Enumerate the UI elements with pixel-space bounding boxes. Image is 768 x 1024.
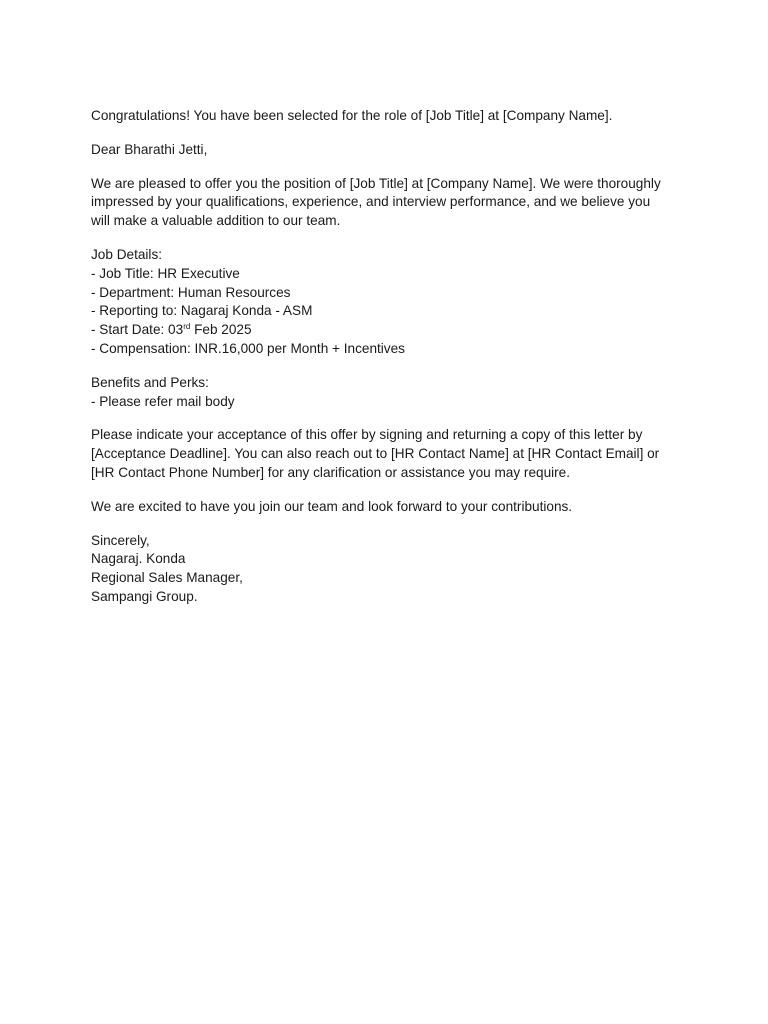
department-item: - Department: Human Resources	[91, 284, 291, 300]
closing-line: We are excited to have you join our team and look forward to your contributions.	[91, 498, 573, 514]
signoff: Sincerely,	[91, 532, 150, 548]
start-date-ordinal: rd	[183, 322, 191, 332]
letter-body	[91, 107, 691, 622]
opening-line-2: impressed by your qualifications, experience, and interview performance, and we believe you	[91, 194, 651, 210]
reporting-to-item: - Reporting to: Nagaraj Konda - ASM	[91, 303, 313, 319]
job-details-heading: Job Details:	[91, 246, 163, 262]
acceptance-line-3: [HR Contact Phone Number] for any clarification or assistance you may require.	[91, 464, 571, 480]
benefits-heading: Benefits and Perks:	[91, 374, 209, 390]
acceptance-paragraph	[91, 426, 691, 482]
acceptance-line-1: Please indicate your acceptance of this offer by signing and returning a copy of this letter by	[91, 427, 643, 443]
salutation-paragraph	[91, 141, 691, 160]
opening-paragraph	[91, 175, 691, 231]
salutation-line: Dear Bharathi Jetti,	[91, 141, 208, 157]
signer-company: Sampangi Group.	[91, 588, 198, 604]
signer-name: Nagaraj. Konda	[91, 551, 186, 567]
job-details-section	[91, 246, 691, 359]
opening-line-1: We are pleased to offer you the position of [Job Title] at [Company Name]. We were thoroughly	[91, 175, 661, 191]
opening-line-3: will make a valuable addition to our team.	[91, 213, 341, 229]
start-date-item	[91, 321, 691, 340]
start-date-rest: Feb 2025	[190, 322, 252, 338]
signature-block	[91, 532, 691, 607]
benefits-item: - Please refer mail body	[91, 393, 235, 409]
benefits-section	[91, 374, 691, 412]
compensation-item: - Compensation: INR.16,000 per Month + Incentives	[91, 340, 405, 356]
intro-line: Congratulations! You have been selected for the role of [Job Title] at [Company Name].	[91, 108, 613, 123]
signer-title: Regional Sales Manager,	[91, 570, 243, 586]
intro-paragraph	[91, 107, 691, 126]
start-date-prefix: - Start Date: 03	[91, 322, 184, 338]
closing-paragraph	[91, 498, 691, 517]
acceptance-line-2: [Acceptance Deadline]. You can also reach out to [HR Contact Name] at [HR Contact Email] or	[91, 446, 660, 462]
job-title-item: - Job Title: HR Executive	[91, 265, 240, 281]
